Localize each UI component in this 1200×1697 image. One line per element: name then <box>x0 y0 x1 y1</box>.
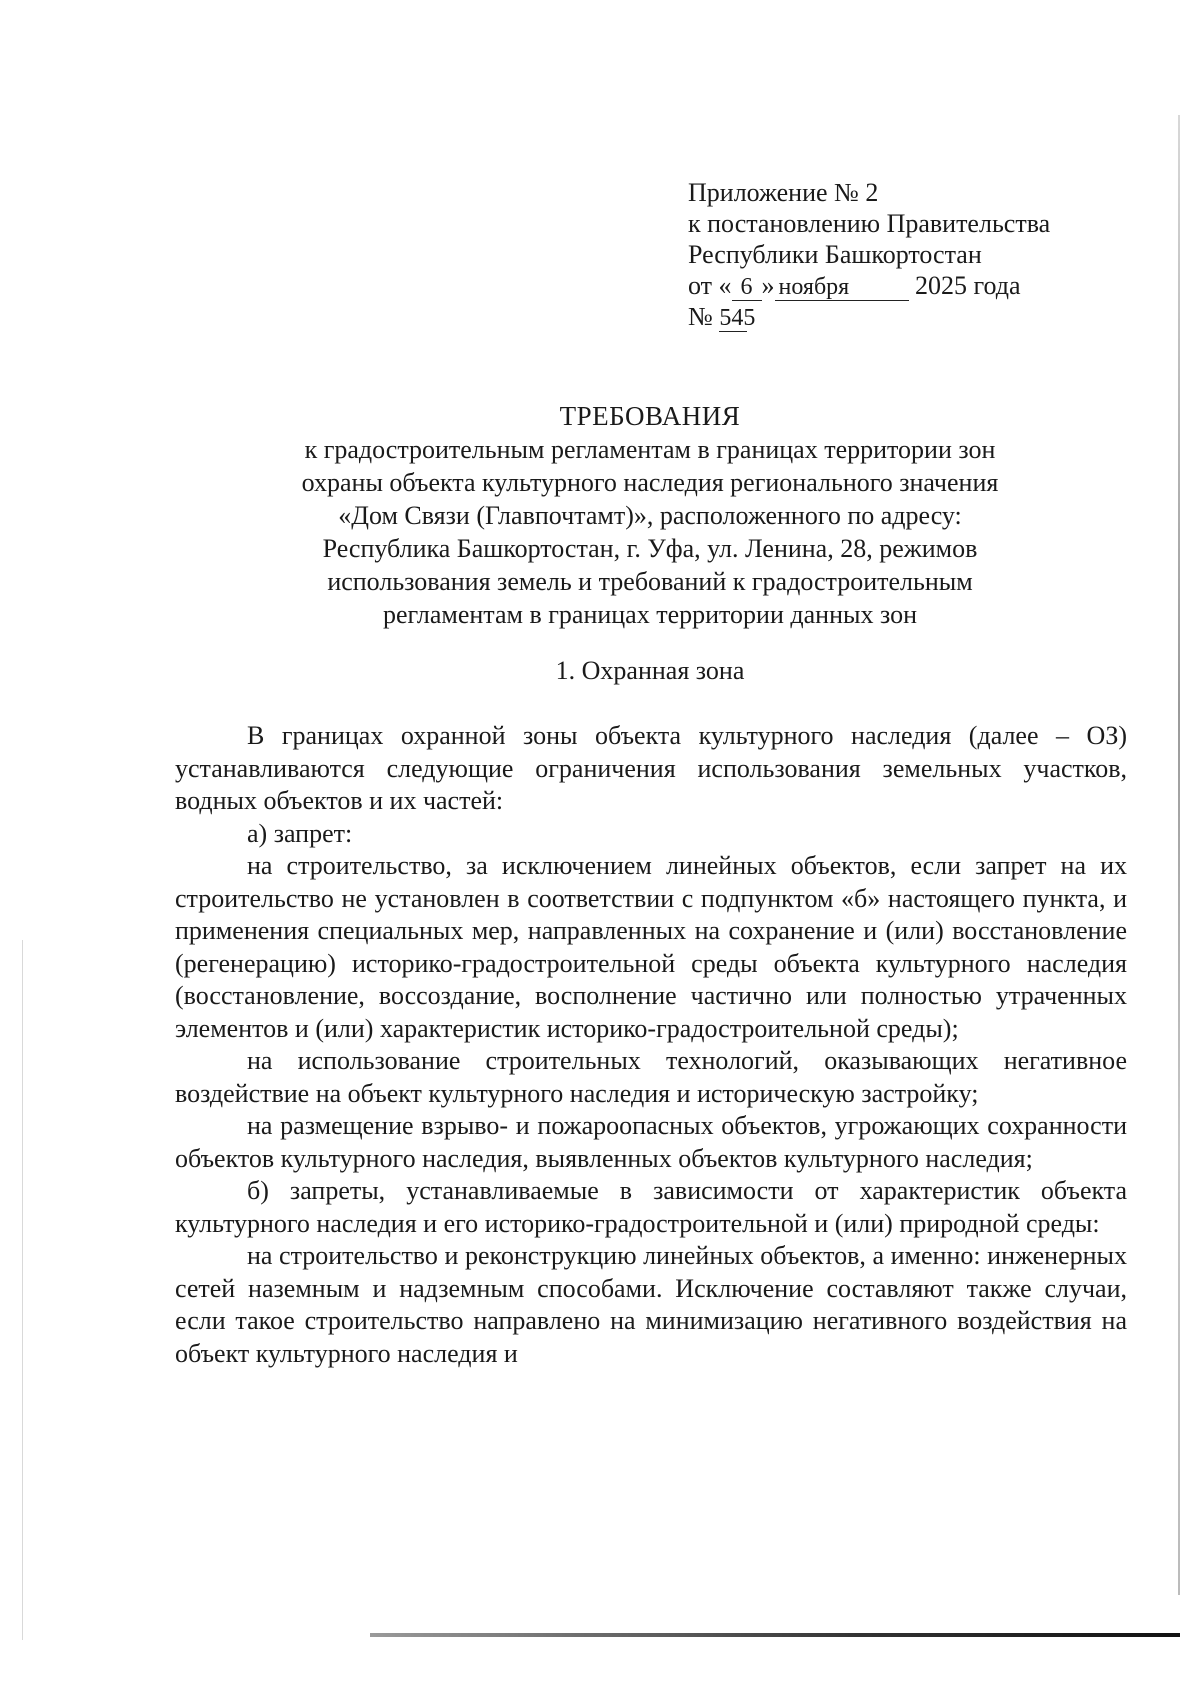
document-title <box>180 400 1120 631</box>
scan-bottom-line <box>370 1633 1180 1637</box>
paragraph: б) запреты, устанавливаемые в зависимости от характеристик объекта культурного наследия и его историко-градостроительной и (или) природной среды: <box>175 1176 1127 1238</box>
date-month: ноября <box>775 274 909 301</box>
paragraph: на строительство, за исключением линейных объектов, если запрет на их строительство не установлен в соответствии с подпунктом «б» настоящего пункта, и применения специальных мер, направленных на сохранение и (или) восстановление (регенерацию) историко-градостроительной среды объекта культурного наследия (восстановление, воссоздание, восполнение частично или полностью утраченных элементов и (или) характеристик историко-градостроительной среды); <box>175 851 1127 1043</box>
appendix-government: Республики Башкортостан <box>688 240 982 269</box>
section-heading: 1. Охранная зона <box>555 656 745 685</box>
appendix-number: Приложение № 2 <box>688 178 879 207</box>
title-line: охраны объекта культурного наследия регионального значения <box>301 468 999 497</box>
paragraph: на использование строительных технологий, оказывающих негативное воздействие на объект культурного наследия и историческую застройку; <box>175 1046 1127 1108</box>
date-prefix: от « <box>688 271 732 300</box>
title-line: использования земель и требований к градостроительным <box>327 567 973 596</box>
body-text <box>175 720 1127 1370</box>
appendix-header <box>688 177 1148 332</box>
date-year: 2025 года <box>915 271 1021 300</box>
number-value: 545 <box>719 305 756 331</box>
title-line: Республика Башкортостан, г. Уфа, ул. Ленина, 28, режимов <box>322 534 978 563</box>
title-line: регламентам в границах территории данных зон <box>382 600 917 629</box>
scan-edge-left <box>22 940 23 1640</box>
scan-edge-right <box>1178 115 1180 1595</box>
date-mid: » <box>761 271 775 300</box>
appendix-doc-number <box>688 301 1148 332</box>
title-line: к градостроительным регламентам в границах территории зон <box>304 435 996 464</box>
appendix-date <box>688 270 1148 301</box>
paragraph: В границах охранной зоны объекта культурного наследия (далее – ОЗ) устанавливаются следующие ограничения использования земельных участков, водных объектов и их частей: <box>175 721 1127 815</box>
title-line: «Дом Связи (Главпочтамт)», расположенного по адресу: <box>338 501 962 530</box>
paragraph: на размещение взрыво- и пожароопасных объектов, угрожающих сохранности объектов культурного наследия, выявленных объектов культурного наследия; <box>175 1111 1127 1173</box>
date-day: 6 <box>732 274 762 301</box>
number-prefix: № <box>688 302 713 331</box>
appendix-resolution-ref: к постановлению Правительства <box>688 209 1051 238</box>
paragraph: а) запрет: <box>247 818 353 848</box>
paragraph: на строительство и реконструкцию линейных объектов, а именно: инженерных сетей наземным и надземным способами. Исключение составляют также случаи, если такое строительство направлено на минимизацию негативного воздействия на объект культурного наследия и <box>175 1241 1127 1368</box>
title-main: ТРЕБОВАНИЯ <box>559 401 741 431</box>
